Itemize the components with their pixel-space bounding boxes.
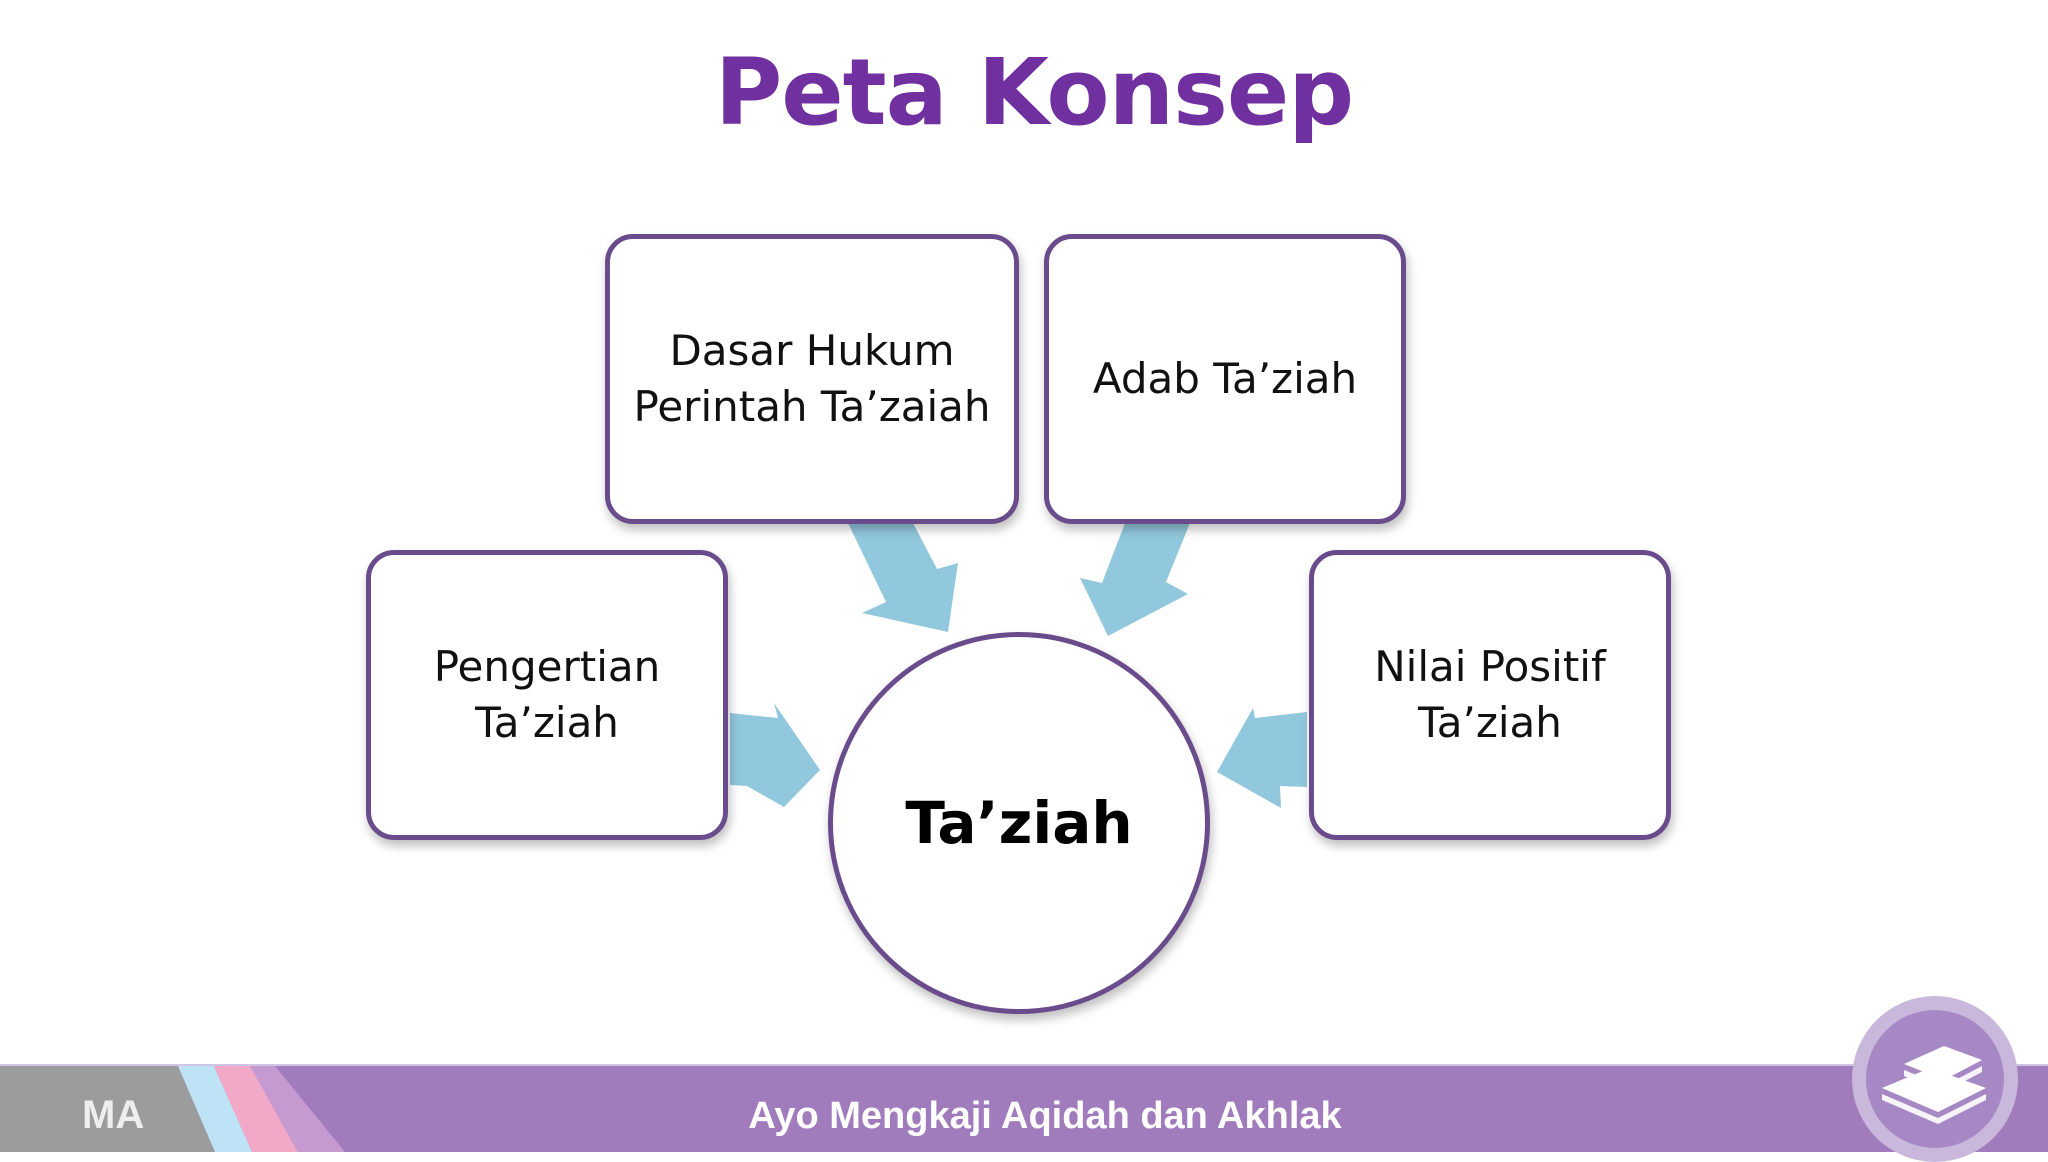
node-pengertian bbox=[366, 550, 728, 840]
node-dasar-hukum bbox=[605, 234, 1019, 524]
center-node-label: Ta’ziah bbox=[905, 789, 1133, 857]
node-nilai-positif-label: Nilai Positif Ta’ziah bbox=[1374, 642, 1606, 747]
node-pengertian-label: Pengertian Ta’ziah bbox=[433, 642, 661, 747]
book-stack-icon bbox=[1874, 1030, 1994, 1130]
footer-level-label: MA bbox=[82, 1093, 145, 1137]
arrow-dasar-hukum bbox=[848, 523, 958, 632]
center-node bbox=[828, 632, 1210, 1014]
node-dasar-hukum-label: Dasar Hukum Perintah Ta’zaiah bbox=[633, 326, 991, 431]
page-title: Peta Konsep bbox=[714, 39, 1354, 146]
node-nilai-positif bbox=[1309, 550, 1671, 840]
arrow-nilai-positif bbox=[1217, 708, 1307, 808]
node-adab-label: Adab Ta’ziah bbox=[1092, 354, 1358, 403]
arrow-adab bbox=[1080, 523, 1190, 636]
footer-title: Ayo Mengkaji Aqidah dan Akhlak bbox=[748, 1095, 1342, 1137]
node-adab bbox=[1044, 234, 1406, 524]
arrow-pengertian bbox=[730, 703, 820, 807]
